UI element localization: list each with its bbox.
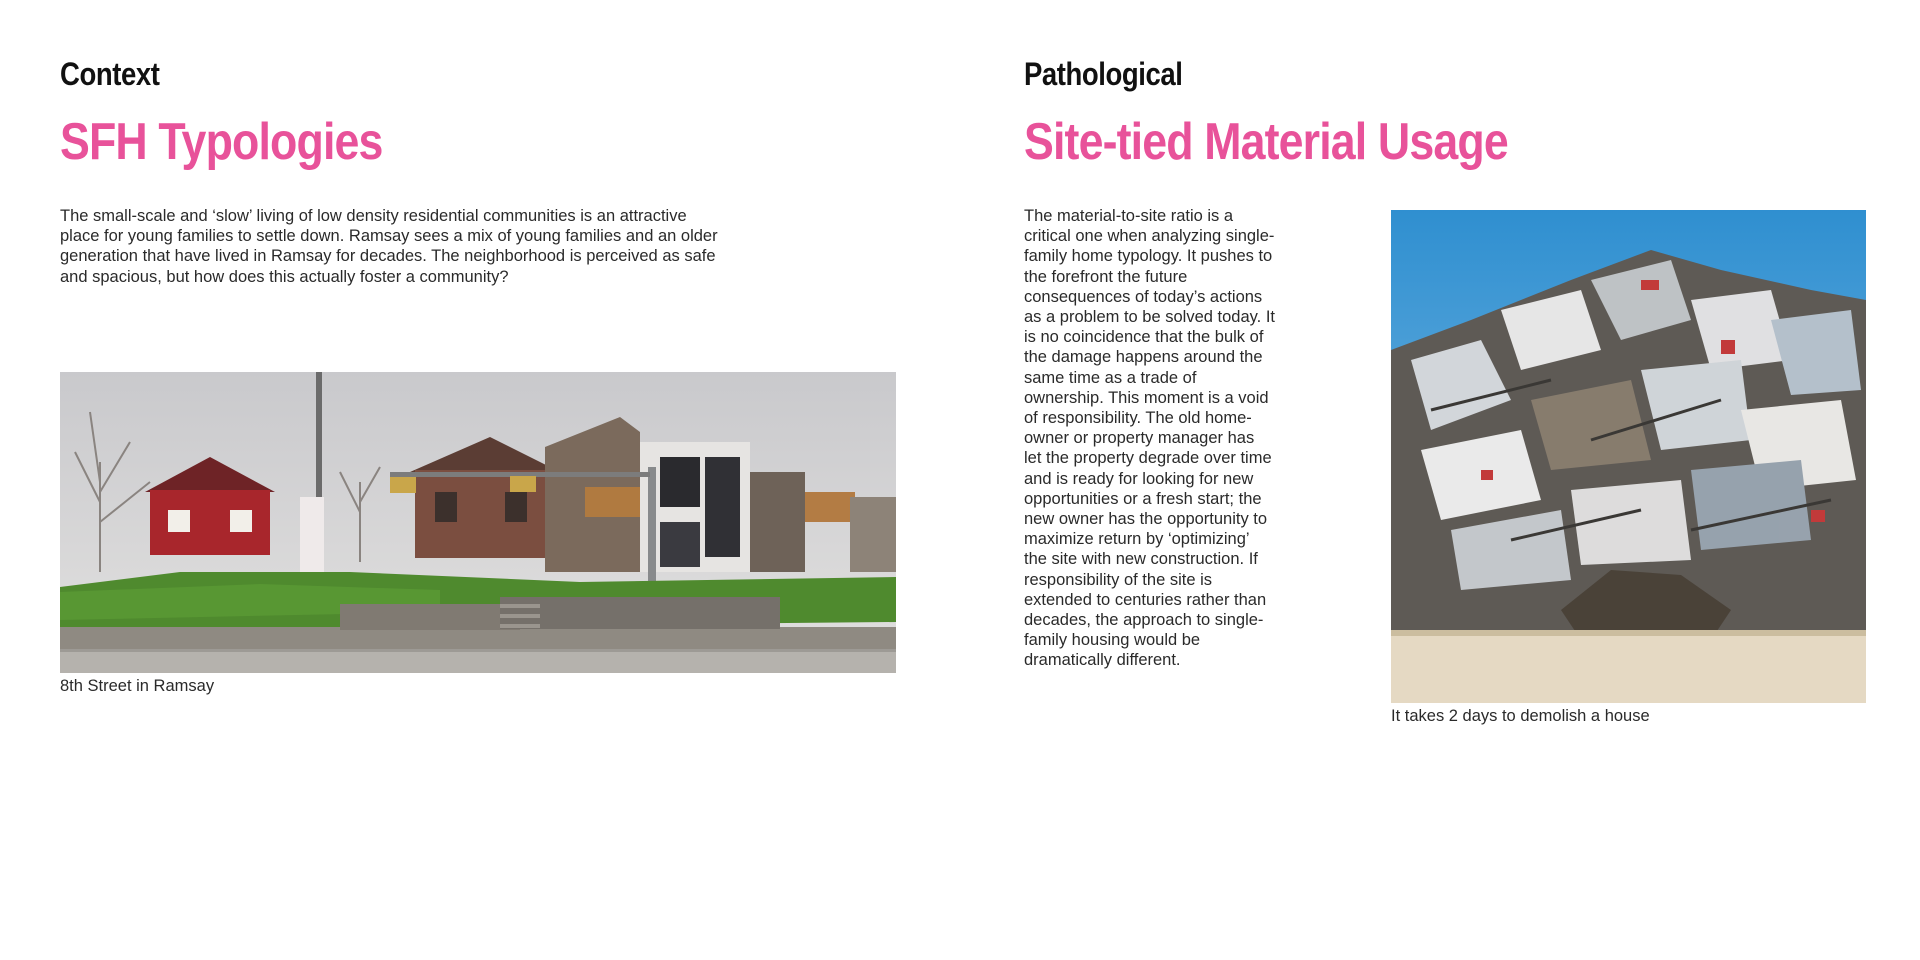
- context-paragraph: The small-scale and ‘slow’ living of low density residential communities is an attractive place for young families to settle down. Ramsay sees a mix of young families and an older generation that have lived in Ramsay for decades. The neighborhood is perceived as safe and spacious, but how does this actually foster a community?: [60, 207, 718, 286]
- demolition-photo-caption: It takes 2 days to demolish a house: [1391, 707, 1650, 725]
- pathological-kicker: Pathological: [1024, 56, 1183, 92]
- street-photo-caption: 8th Street in Ramsay: [60, 677, 215, 695]
- sfh-typologies-headline: SFH Typologies: [60, 113, 383, 171]
- street-view-photo: [60, 372, 896, 673]
- context-kicker: Context: [60, 56, 160, 92]
- demolition-debris-photo: [1391, 210, 1866, 703]
- pathological-paragraph: The material-to-site ratio is a critical one when analyzing single-family home typology. It pushes to the forefront the future consequences of today’s actions as a problem to be solved today. It is no coincidence that the bulk of the damage happens around the same time as a trade of ownership. This moment is a void of responsibility. The old home-owner or property manager has let the property degrade over time and is ready for looking for new opportunities or a fresh start; the new owner has the opportunity to maximize return by ‘optimizing’ the site with new construction. If responsibility of the site is extended to centuries rather than decades, the approach to single-family housing would be dramatically different.: [1024, 207, 1276, 670]
- site-tied-material-usage-headline: Site-tied Material Usage: [1024, 113, 1508, 171]
